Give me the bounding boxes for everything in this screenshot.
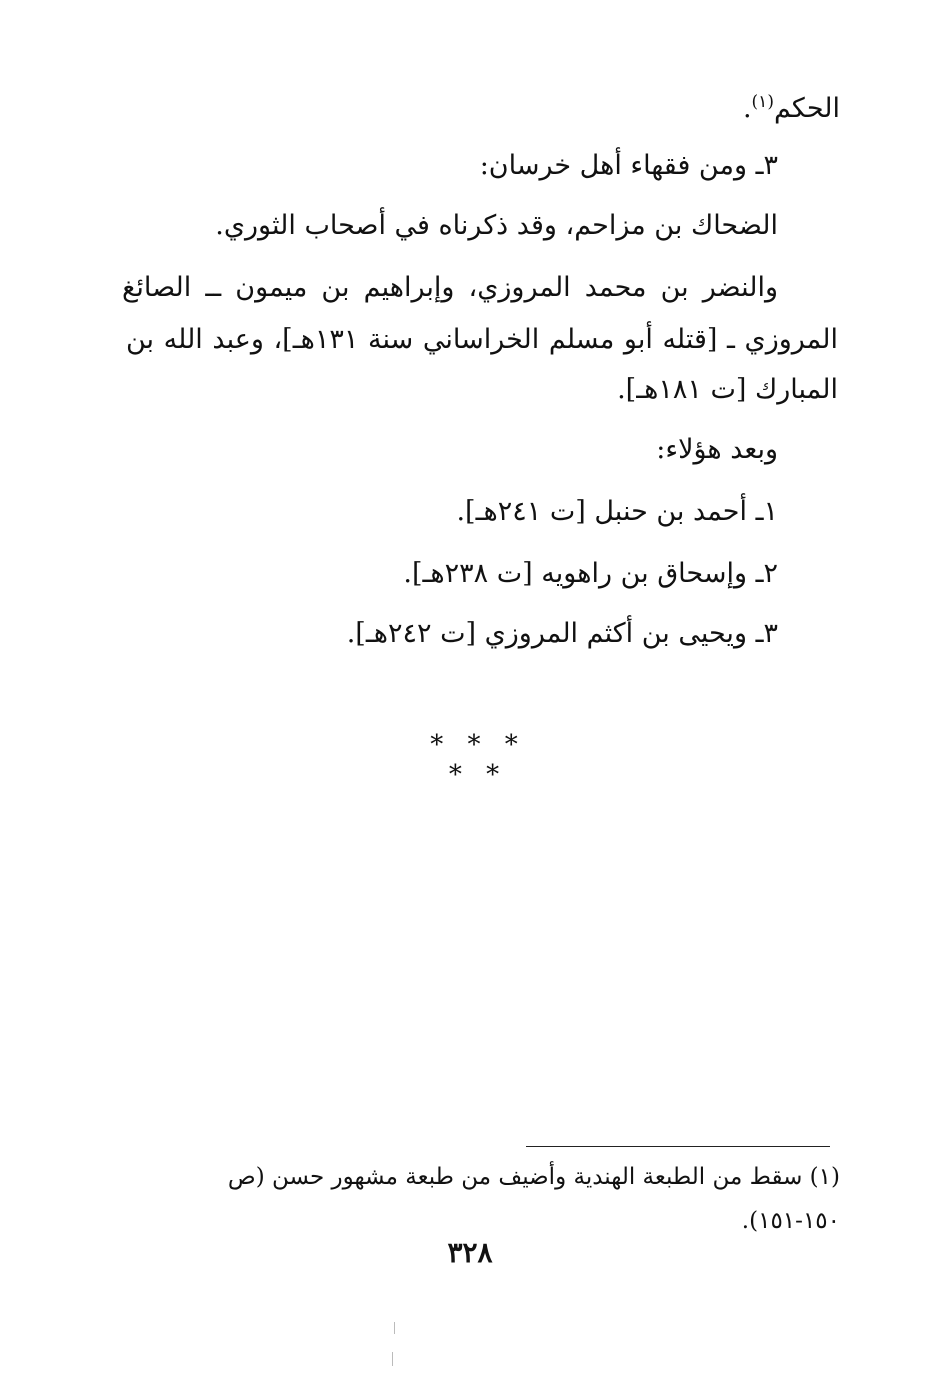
- scan-speck: [394, 1322, 395, 1334]
- paragraph-nadr-line2: المروزي ـ [قتله أبو مسلم الخراساني سنة ١٣١هـ]، وعبد الله بن: [126, 324, 839, 355]
- line-end-period: .: [742, 93, 752, 124]
- paragraph-dahhak: الضحاك بن مزاحم، وقد ذكرناه في أصحاب الثوري.: [215, 210, 778, 241]
- word-al-hakam: الحكم: [773, 93, 840, 124]
- paragraph-nadr-line3: المبارك [ت ١٨١هـ].: [617, 374, 838, 405]
- footnote-line2: ١٥٠-١٥١).: [741, 1208, 840, 1234]
- heading-continuation: [743, 82, 840, 129]
- footnote-marker: (١): [751, 92, 774, 112]
- page-number: ٣٢٨: [447, 1236, 493, 1269]
- paragraph-nadr-line1: والنضر بن محمد المروزي، وإبراهيم بن ميمون ــ الصائغ: [122, 272, 778, 303]
- list-item-yahya: ٣ـ ويحيى بن أكثم المروزي [ت ٢٤٢هـ].: [346, 618, 778, 649]
- section-separator: * * * * *: [430, 730, 526, 790]
- footnote-line1: (١) سقط من الطبعة الهندية وأضيف من طبعة مشهور حسن (ص: [227, 1164, 840, 1190]
- scan-speck: [392, 1352, 393, 1366]
- footnote-rule: [526, 1146, 830, 1147]
- list-item-ishaq: ٢ـ وإسحاق بن راهويه [ت ٢٣٨هـ].: [403, 558, 778, 589]
- subheading-after-them: وبعد هؤلاء:: [656, 434, 778, 465]
- list-item-ahmad: ١ـ أحمد بن حنبل [ت ٢٤١هـ].: [456, 496, 778, 527]
- section-heading-khurasan: ٣ـ ومن فقهاء أهل خرسان:: [479, 150, 778, 181]
